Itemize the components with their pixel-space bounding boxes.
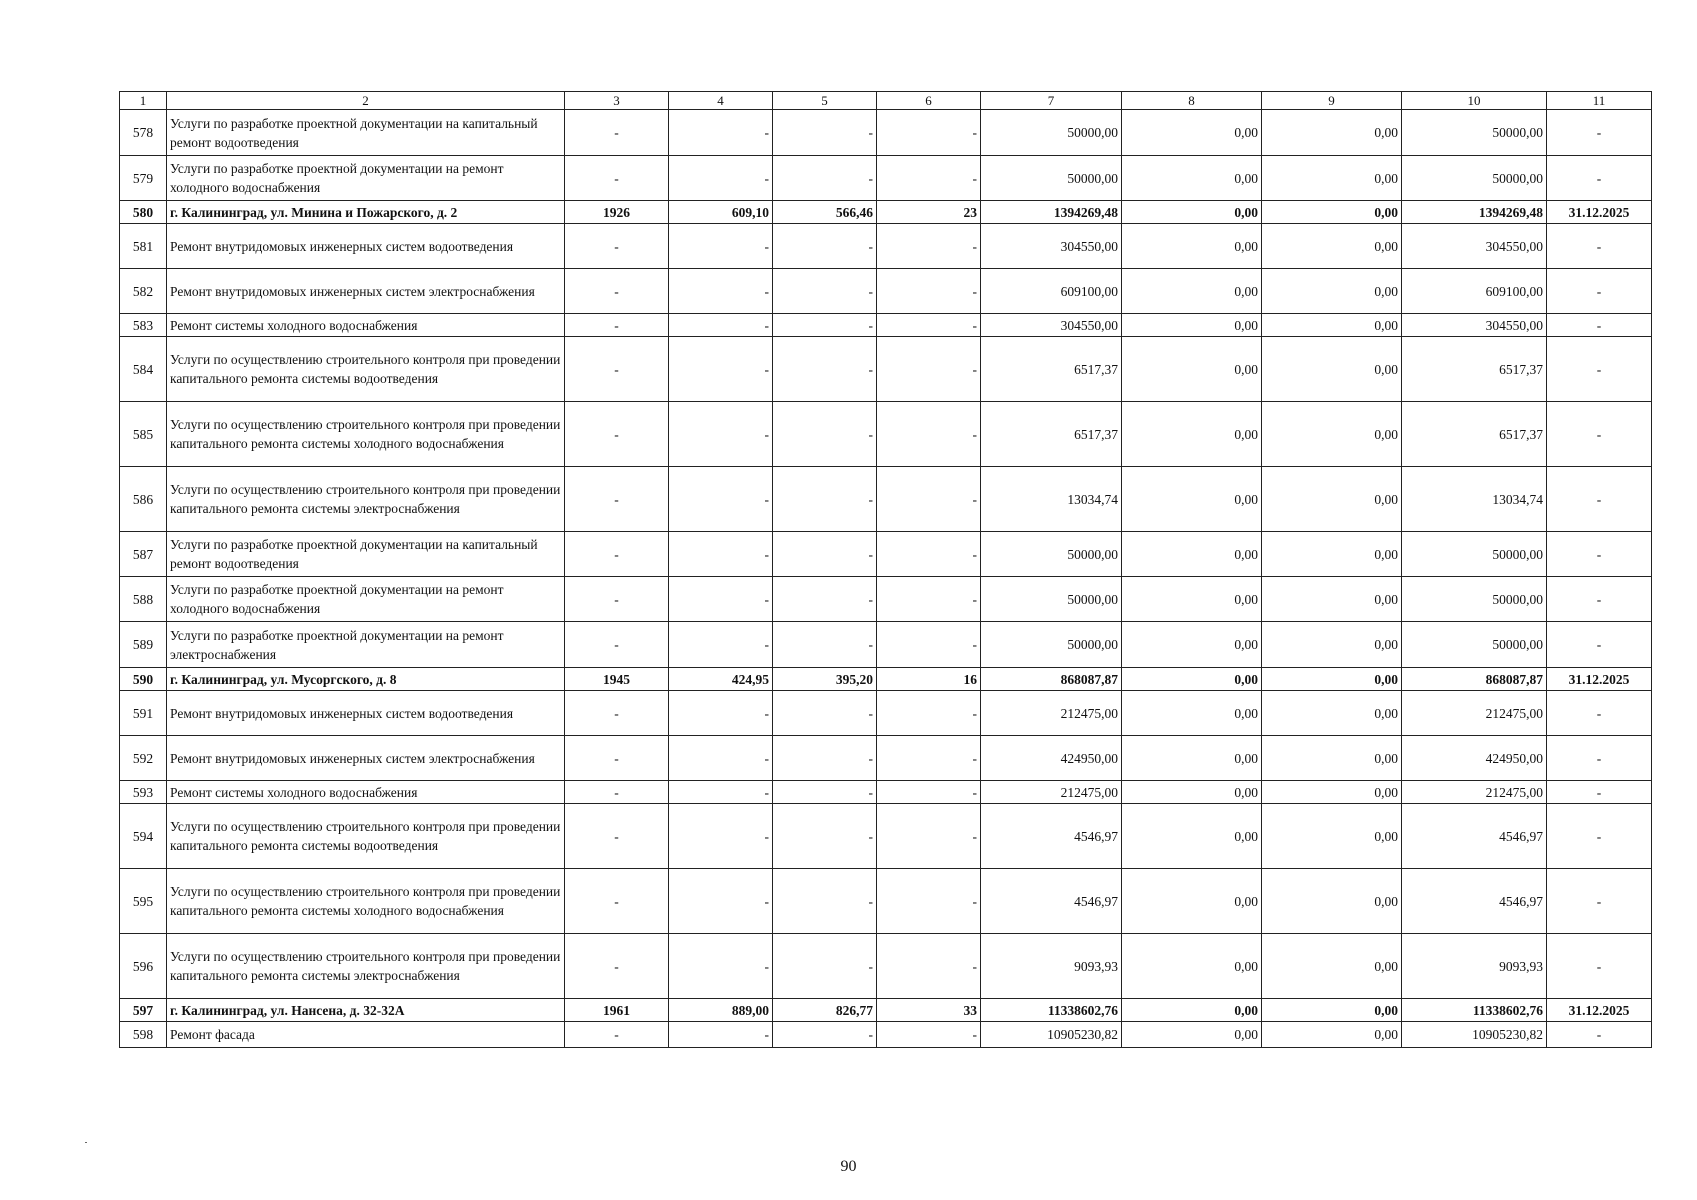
total-cost-cell: 50000,00 — [981, 577, 1122, 622]
table-row — [120, 999, 1652, 1022]
cost-col-8-cell: 0,00 — [1122, 736, 1262, 781]
total-area-cell: - — [669, 467, 773, 532]
work-description-cell: Ремонт внутридомовых инженерных систем водоотведения — [167, 691, 565, 736]
table-row — [120, 577, 1652, 622]
row-number-cell: 591 — [120, 691, 167, 736]
living-area-cell: - — [773, 736, 877, 781]
completion-date-cell: 31.12.2025 — [1547, 201, 1652, 224]
cost-col-9-cell: 0,00 — [1262, 668, 1402, 691]
total-area-cell: - — [669, 736, 773, 781]
work-description-cell: Ремонт внутридомовых инженерных систем электроснабжения — [167, 736, 565, 781]
residents-count-cell: - — [877, 804, 981, 869]
work-description-cell: Ремонт фасада — [167, 1022, 565, 1048]
living-area-cell: - — [773, 467, 877, 532]
cost-col-9-cell: 0,00 — [1262, 314, 1402, 337]
completion-date-cell: - — [1547, 402, 1652, 467]
header-cell: 3 — [565, 92, 669, 110]
row-number-cell: 582 — [120, 269, 167, 314]
row-number-cell: 588 — [120, 577, 167, 622]
cost-col-10-cell: 304550,00 — [1402, 224, 1547, 269]
living-area-cell: - — [773, 577, 877, 622]
total-cost-cell: 868087,87 — [981, 668, 1122, 691]
cost-col-9-cell: 0,00 — [1262, 1022, 1402, 1048]
cost-col-8-cell: 0,00 — [1122, 999, 1262, 1022]
row-number-cell: 586 — [120, 467, 167, 532]
living-area-cell: 566,46 — [773, 201, 877, 224]
row-number-cell: 583 — [120, 314, 167, 337]
cost-col-10-cell: 6517,37 — [1402, 402, 1547, 467]
work-description-cell: Услуги по разработке проектной документации на ремонт холодного водоснабжения — [167, 577, 565, 622]
cost-col-9-cell: 0,00 — [1262, 736, 1402, 781]
row-number-cell: 579 — [120, 156, 167, 201]
total-cost-cell: 6517,37 — [981, 402, 1122, 467]
year-built-cell: - — [565, 622, 669, 668]
cost-col-8-cell: 0,00 — [1122, 691, 1262, 736]
cost-col-9-cell: 0,00 — [1262, 622, 1402, 668]
completion-date-cell: - — [1547, 314, 1652, 337]
year-built-cell: - — [565, 691, 669, 736]
cost-col-8-cell: 0,00 — [1122, 804, 1262, 869]
cost-col-10-cell: 609100,00 — [1402, 269, 1547, 314]
row-number-cell: 597 — [120, 999, 167, 1022]
year-built-cell: 1926 — [565, 201, 669, 224]
table-row — [120, 224, 1652, 269]
completion-date-cell: - — [1547, 577, 1652, 622]
work-description-cell: Услуги по осуществлению строительного контроля при проведении капитального ремонта системы водоотведения — [167, 337, 565, 402]
completion-date-cell: 31.12.2025 — [1547, 999, 1652, 1022]
cost-col-9-cell: 0,00 — [1262, 110, 1402, 156]
total-cost-cell: 50000,00 — [981, 532, 1122, 577]
cost-col-8-cell: 0,00 — [1122, 269, 1262, 314]
total-area-cell: - — [669, 314, 773, 337]
work-description-cell: Услуги по разработке проектной документации на капитальный ремонт водоотведения — [167, 532, 565, 577]
row-number-cell: 589 — [120, 622, 167, 668]
residents-count-cell: - — [877, 934, 981, 999]
residents-count-cell: - — [877, 577, 981, 622]
year-built-cell: - — [565, 934, 669, 999]
cost-col-10-cell: 50000,00 — [1402, 156, 1547, 201]
living-area-cell: - — [773, 337, 877, 402]
row-number-cell: 592 — [120, 736, 167, 781]
cost-col-10-cell: 424950,00 — [1402, 736, 1547, 781]
capital-repair-table — [119, 91, 1652, 1048]
cost-col-8-cell: 0,00 — [1122, 337, 1262, 402]
total-area-cell: - — [669, 402, 773, 467]
cost-col-10-cell: 50000,00 — [1402, 577, 1547, 622]
residents-count-cell: - — [877, 622, 981, 668]
total-area-cell: - — [669, 269, 773, 314]
work-description-cell: Услуги по разработке проектной документации на капитальный ремонт водоотведения — [167, 110, 565, 156]
table-row — [120, 934, 1652, 999]
cost-col-10-cell: 9093,93 — [1402, 934, 1547, 999]
table-row — [120, 691, 1652, 736]
total-cost-cell: 50000,00 — [981, 110, 1122, 156]
residents-count-cell: - — [877, 532, 981, 577]
row-number-cell: 598 — [120, 1022, 167, 1048]
work-description-cell: Ремонт системы холодного водоснабжения — [167, 781, 565, 804]
work-description-cell: Услуги по осуществлению строительного контроля при проведении капитального ремонта системы холодного водоснабжения — [167, 402, 565, 467]
total-cost-cell: 212475,00 — [981, 781, 1122, 804]
living-area-cell: - — [773, 110, 877, 156]
cost-col-8-cell: 0,00 — [1122, 532, 1262, 577]
header-cell: 4 — [669, 92, 773, 110]
completion-date-cell: - — [1547, 224, 1652, 269]
living-area-cell: - — [773, 869, 877, 934]
row-number-cell: 578 — [120, 110, 167, 156]
table-row — [120, 1022, 1652, 1048]
table-row — [120, 869, 1652, 934]
living-area-cell: - — [773, 402, 877, 467]
cost-col-9-cell: 0,00 — [1262, 999, 1402, 1022]
cost-col-9-cell: 0,00 — [1262, 156, 1402, 201]
cost-col-8-cell: 0,00 — [1122, 224, 1262, 269]
work-description-cell: Услуги по осуществлению строительного контроля при проведении капитального ремонта системы холодного водоснабжения — [167, 869, 565, 934]
year-built-cell: - — [565, 269, 669, 314]
header-cell: 1 — [120, 92, 167, 110]
completion-date-cell: - — [1547, 781, 1652, 804]
completion-date-cell: - — [1547, 804, 1652, 869]
total-area-cell: 609,10 — [669, 201, 773, 224]
cost-col-10-cell: 50000,00 — [1402, 622, 1547, 668]
year-built-cell: - — [565, 736, 669, 781]
header-cell: 11 — [1547, 92, 1652, 110]
residents-count-cell: - — [877, 736, 981, 781]
cost-col-8-cell: 0,00 — [1122, 156, 1262, 201]
cost-col-8-cell: 0,00 — [1122, 622, 1262, 668]
year-built-cell: - — [565, 1022, 669, 1048]
header-cell: 10 — [1402, 92, 1547, 110]
row-number-cell: 593 — [120, 781, 167, 804]
residents-count-cell: - — [877, 869, 981, 934]
total-area-cell: - — [669, 337, 773, 402]
living-area-cell: 826,77 — [773, 999, 877, 1022]
living-area-cell: - — [773, 1022, 877, 1048]
cost-col-9-cell: 0,00 — [1262, 402, 1402, 467]
cost-col-9-cell: 0,00 — [1262, 467, 1402, 532]
total-area-cell: - — [669, 691, 773, 736]
total-cost-cell: 10905230,82 — [981, 1022, 1122, 1048]
row-number-cell: 580 — [120, 201, 167, 224]
cost-col-8-cell: 0,00 — [1122, 934, 1262, 999]
table-row — [120, 668, 1652, 691]
table-row — [120, 736, 1652, 781]
total-cost-cell: 50000,00 — [981, 156, 1122, 201]
total-area-cell: - — [669, 1022, 773, 1048]
living-area-cell: - — [773, 156, 877, 201]
completion-date-cell: - — [1547, 337, 1652, 402]
cost-col-8-cell: 0,00 — [1122, 467, 1262, 532]
cost-col-8-cell: 0,00 — [1122, 110, 1262, 156]
residents-count-cell: - — [877, 110, 981, 156]
cost-col-8-cell: 0,00 — [1122, 781, 1262, 804]
completion-date-cell: - — [1547, 532, 1652, 577]
total-cost-cell: 304550,00 — [981, 224, 1122, 269]
table-row — [120, 156, 1652, 201]
cost-col-8-cell: 0,00 — [1122, 1022, 1262, 1048]
total-cost-cell: 9093,93 — [981, 934, 1122, 999]
table-row — [120, 622, 1652, 668]
row-number-cell: 584 — [120, 337, 167, 402]
cost-col-10-cell: 4546,97 — [1402, 869, 1547, 934]
page-number: 90 — [840, 1158, 857, 1175]
header-cell: 5 — [773, 92, 877, 110]
residents-count-cell: - — [877, 781, 981, 804]
cost-col-9-cell: 0,00 — [1262, 224, 1402, 269]
table-row — [120, 467, 1652, 532]
cost-col-8-cell: 0,00 — [1122, 577, 1262, 622]
cost-col-10-cell: 4546,97 — [1402, 804, 1547, 869]
total-cost-cell: 1394269,48 — [981, 201, 1122, 224]
work-description-cell: Услуги по разработке проектной документации на ремонт электроснабжения — [167, 622, 565, 668]
total-area-cell: - — [669, 622, 773, 668]
total-area-cell: - — [669, 110, 773, 156]
total-area-cell: - — [669, 781, 773, 804]
table-row — [120, 781, 1652, 804]
work-description-cell: Ремонт внутридомовых инженерных систем водоотведения — [167, 224, 565, 269]
total-area-cell: 424,95 — [669, 668, 773, 691]
residents-count-cell: 23 — [877, 201, 981, 224]
cost-col-8-cell: 0,00 — [1122, 314, 1262, 337]
total-area-cell: - — [669, 934, 773, 999]
total-cost-cell: 212475,00 — [981, 691, 1122, 736]
table-row — [120, 110, 1652, 156]
year-built-cell: - — [565, 337, 669, 402]
scan-mark — [85, 1142, 87, 1143]
living-area-cell: - — [773, 269, 877, 314]
completion-date-cell: - — [1547, 736, 1652, 781]
total-cost-cell: 50000,00 — [981, 622, 1122, 668]
cost-col-10-cell: 6517,37 — [1402, 337, 1547, 402]
cost-col-9-cell: 0,00 — [1262, 934, 1402, 999]
total-cost-cell: 4546,97 — [981, 804, 1122, 869]
cost-col-8-cell: 0,00 — [1122, 201, 1262, 224]
cost-col-9-cell: 0,00 — [1262, 532, 1402, 577]
residents-count-cell: - — [877, 224, 981, 269]
total-area-cell: - — [669, 577, 773, 622]
living-area-cell: 395,20 — [773, 668, 877, 691]
table-row — [120, 402, 1652, 467]
year-built-cell: - — [565, 156, 669, 201]
residents-count-cell: - — [877, 269, 981, 314]
cost-col-10-cell: 50000,00 — [1402, 532, 1547, 577]
completion-date-cell: - — [1547, 934, 1652, 999]
total-cost-cell: 13034,74 — [981, 467, 1122, 532]
cost-col-10-cell: 304550,00 — [1402, 314, 1547, 337]
residents-count-cell: - — [877, 314, 981, 337]
cost-col-8-cell: 0,00 — [1122, 402, 1262, 467]
year-built-cell: 1961 — [565, 999, 669, 1022]
residents-count-cell: - — [877, 1022, 981, 1048]
total-cost-cell: 424950,00 — [981, 736, 1122, 781]
total-cost-cell: 4546,97 — [981, 869, 1122, 934]
cost-col-10-cell: 13034,74 — [1402, 467, 1547, 532]
living-area-cell: - — [773, 934, 877, 999]
row-number-cell: 585 — [120, 402, 167, 467]
year-built-cell: - — [565, 869, 669, 934]
table-row — [120, 314, 1652, 337]
living-area-cell: - — [773, 532, 877, 577]
cost-col-9-cell: 0,00 — [1262, 337, 1402, 402]
table-row — [120, 201, 1652, 224]
year-built-cell: 1945 — [565, 668, 669, 691]
cost-col-9-cell: 0,00 — [1262, 869, 1402, 934]
work-description-cell: Ремонт внутридомовых инженерных систем электроснабжения — [167, 269, 565, 314]
year-built-cell: - — [565, 804, 669, 869]
work-description-cell: Ремонт системы холодного водоснабжения — [167, 314, 565, 337]
completion-date-cell: 31.12.2025 — [1547, 668, 1652, 691]
cost-col-9-cell: 0,00 — [1262, 691, 1402, 736]
cost-col-10-cell: 868087,87 — [1402, 668, 1547, 691]
completion-date-cell: - — [1547, 691, 1652, 736]
table-row — [120, 804, 1652, 869]
column-number-header — [120, 92, 1652, 110]
completion-date-cell: - — [1547, 269, 1652, 314]
residents-count-cell: 16 — [877, 668, 981, 691]
living-area-cell: - — [773, 804, 877, 869]
total-area-cell: - — [669, 156, 773, 201]
completion-date-cell: - — [1547, 156, 1652, 201]
row-number-cell: 590 — [120, 668, 167, 691]
residents-count-cell: - — [877, 467, 981, 532]
residents-count-cell: - — [877, 156, 981, 201]
year-built-cell: - — [565, 781, 669, 804]
living-area-cell: - — [773, 314, 877, 337]
total-cost-cell: 6517,37 — [981, 337, 1122, 402]
year-built-cell: - — [565, 314, 669, 337]
cost-col-9-cell: 0,00 — [1262, 804, 1402, 869]
row-number-cell: 595 — [120, 869, 167, 934]
year-built-cell: - — [565, 467, 669, 532]
year-built-cell: - — [565, 110, 669, 156]
completion-date-cell: - — [1547, 622, 1652, 668]
cost-col-9-cell: 0,00 — [1262, 577, 1402, 622]
residents-count-cell: - — [877, 337, 981, 402]
cost-col-10-cell: 1394269,48 — [1402, 201, 1547, 224]
total-area-cell: 889,00 — [669, 999, 773, 1022]
year-built-cell: - — [565, 224, 669, 269]
cost-col-9-cell: 0,00 — [1262, 269, 1402, 314]
living-area-cell: - — [773, 224, 877, 269]
cost-col-10-cell: 50000,00 — [1402, 110, 1547, 156]
cost-col-10-cell: 212475,00 — [1402, 781, 1547, 804]
work-description-cell: г. Калининград, ул. Нансена, д. 32-32А — [167, 999, 565, 1022]
row-number-cell: 594 — [120, 804, 167, 869]
cost-col-8-cell: 0,00 — [1122, 668, 1262, 691]
header-cell: 8 — [1122, 92, 1262, 110]
year-built-cell: - — [565, 402, 669, 467]
cost-col-8-cell: 0,00 — [1122, 869, 1262, 934]
total-area-cell: - — [669, 224, 773, 269]
completion-date-cell: - — [1547, 467, 1652, 532]
work-description-cell: Услуги по осуществлению строительного контроля при проведении капитального ремонта системы электроснабжения — [167, 934, 565, 999]
total-cost-cell: 609100,00 — [981, 269, 1122, 314]
row-number-cell: 581 — [120, 224, 167, 269]
header-cell: 9 — [1262, 92, 1402, 110]
table-body — [120, 92, 1652, 1048]
living-area-cell: - — [773, 622, 877, 668]
total-cost-cell: 304550,00 — [981, 314, 1122, 337]
header-cell: 2 — [167, 92, 565, 110]
total-cost-cell: 11338602,76 — [981, 999, 1122, 1022]
living-area-cell: - — [773, 781, 877, 804]
cost-col-9-cell: 0,00 — [1262, 201, 1402, 224]
table-row — [120, 532, 1652, 577]
cost-col-10-cell: 212475,00 — [1402, 691, 1547, 736]
work-description-cell: г. Калининград, ул. Мусоргского, д. 8 — [167, 668, 565, 691]
total-area-cell: - — [669, 869, 773, 934]
work-description-cell: Услуги по осуществлению строительного контроля при проведении капитального ремонта системы водоотведения — [167, 804, 565, 869]
table-row — [120, 269, 1652, 314]
year-built-cell: - — [565, 577, 669, 622]
header-cell: 7 — [981, 92, 1122, 110]
work-description-cell: Услуги по осуществлению строительного контроля при проведении капитального ремонта системы электроснабжения — [167, 467, 565, 532]
residents-count-cell: - — [877, 402, 981, 467]
work-description-cell: г. Калининград, ул. Минина и Пожарского, д. 2 — [167, 201, 565, 224]
living-area-cell: - — [773, 691, 877, 736]
header-cell: 6 — [877, 92, 981, 110]
cost-col-10-cell: 10905230,82 — [1402, 1022, 1547, 1048]
completion-date-cell: - — [1547, 110, 1652, 156]
residents-count-cell: 33 — [877, 999, 981, 1022]
work-description-cell: Услуги по разработке проектной документации на ремонт холодного водоснабжения — [167, 156, 565, 201]
cost-col-9-cell: 0,00 — [1262, 781, 1402, 804]
completion-date-cell: - — [1547, 1022, 1652, 1048]
residents-count-cell: - — [877, 691, 981, 736]
row-number-cell: 596 — [120, 934, 167, 999]
completion-date-cell: - — [1547, 869, 1652, 934]
cost-col-10-cell: 11338602,76 — [1402, 999, 1547, 1022]
table-row — [120, 337, 1652, 402]
row-number-cell: 587 — [120, 532, 167, 577]
total-area-cell: - — [669, 804, 773, 869]
total-area-cell: - — [669, 532, 773, 577]
year-built-cell: - — [565, 532, 669, 577]
